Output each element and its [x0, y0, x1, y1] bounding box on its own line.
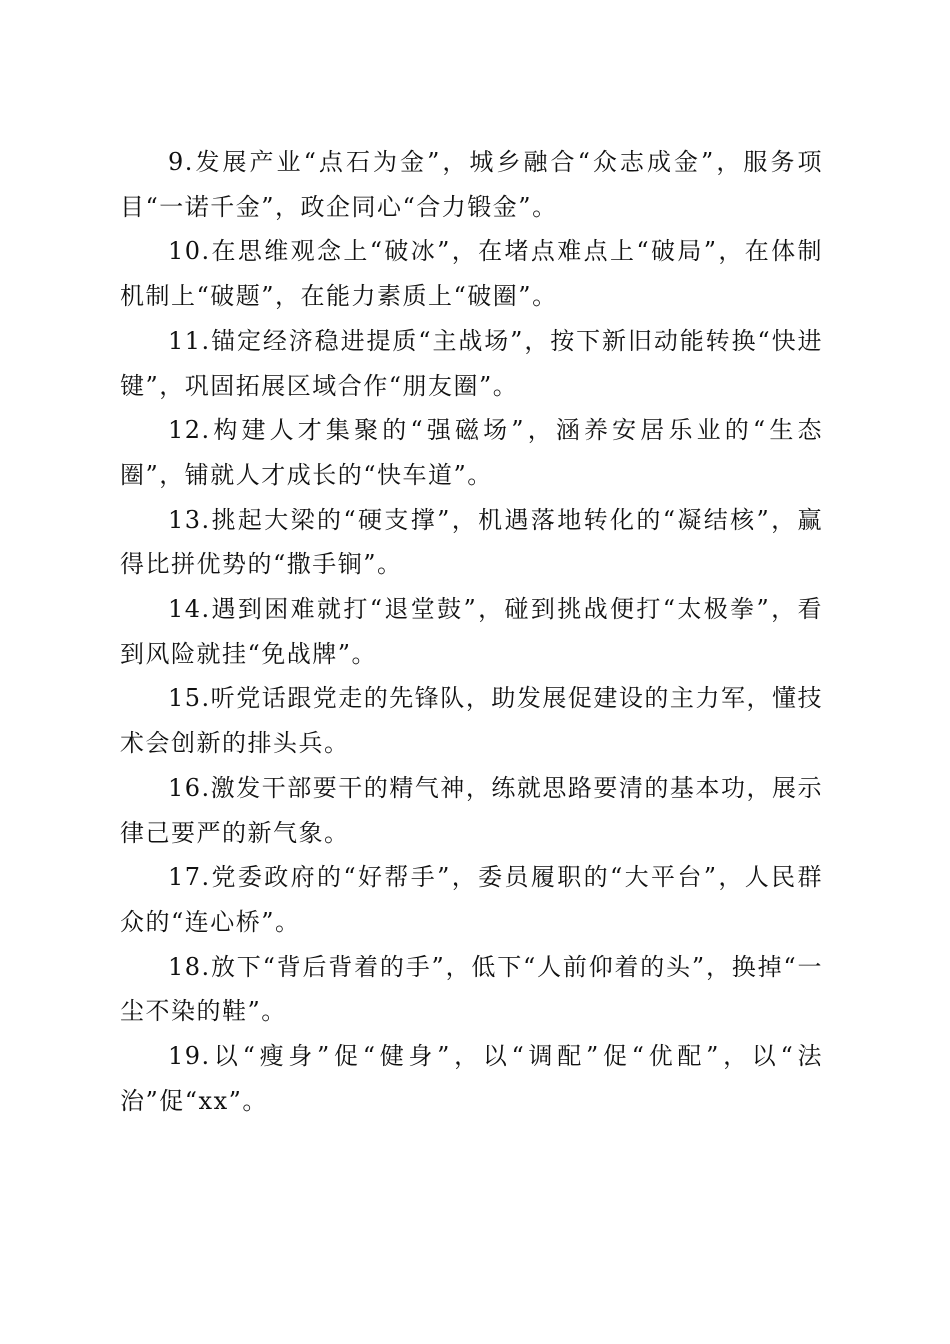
list-item: 10.在思维观念上“破冰”，在堵点难点上“破局”，在体制机制上“破题”，在能力素质上“破圈”。: [120, 237, 823, 311]
list-item: 13.挑起大梁的“硬支撑”，机遇落地转化的“凝结核”，赢得比拼优势的“撒手锏”。: [120, 505, 823, 579]
list-item: 16.激发干部要干的精气神，练就思路要清的基本功，展示律己要严的新气象。: [120, 773, 823, 847]
list-item: 11.锚定经济稳进提质“主战场”，按下新旧动能转换“快进键”，巩固拓展区域合作“朋友圈”。: [120, 326, 823, 400]
list-item: 17.党委政府的“好帮手”，委员履职的“大平台”，人民群众的“连心桥”。: [120, 863, 823, 936]
list-item: 9.发展产业“点石为金”，城乡融合“众志成金”，服务项目“一诺千金”，政企同心“合力锻金”。: [120, 148, 823, 221]
list-item: 12.构建人才集聚的“强磁场”，涵养安居乐业的“生态圈”，铺就人才成长的“快车道”。: [120, 416, 823, 489]
list-item: 19.以“瘦身”促“健身”，以“调配”促“优配”，以“法治”促“xx”。: [120, 1042, 823, 1115]
list-item: 15.听党话跟党走的先锋队，助发展促建设的主力军，懂技术会创新的排头兵。: [120, 684, 823, 758]
document-body: [120, 140, 823, 1123]
list-item: 18.放下“背后背着的手”，低下“人前仰着的头”，换掉“一尘不染的鞋”。: [120, 952, 823, 1026]
list-item: 14.遇到困难就打“退堂鼓”，碰到挑战便打“太极拳”，看到风险就挂“免战牌”。: [120, 595, 823, 668]
